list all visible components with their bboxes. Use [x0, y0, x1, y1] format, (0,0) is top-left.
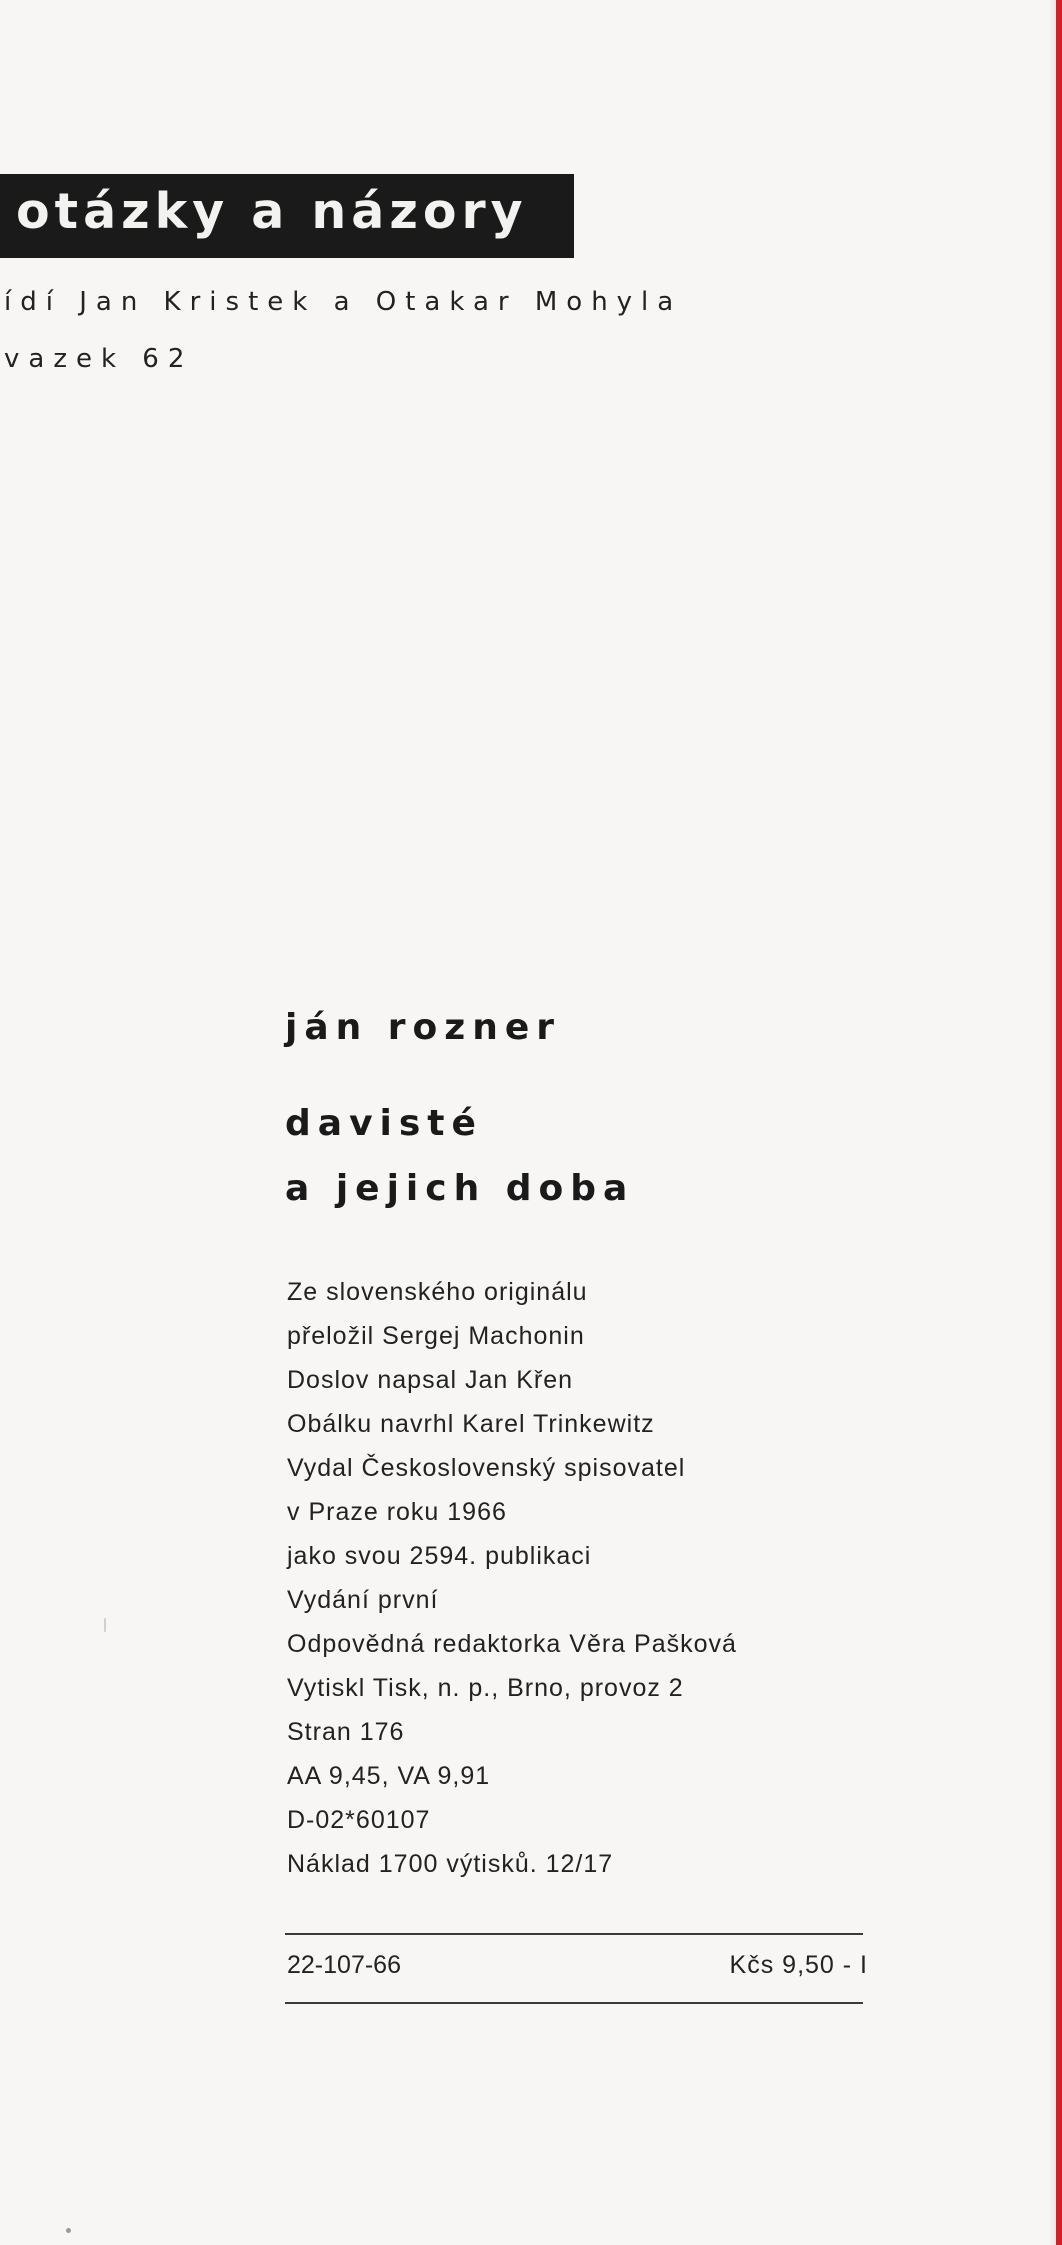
imprint-line: Náklad 1700 výtisků. 12/17: [287, 1850, 614, 1878]
catalog-code: 22-107-66: [287, 1951, 401, 1979]
imprint-line: v Praze roku 1966: [287, 1498, 507, 1526]
imprint-line: AA 9,45, VA 9,91: [287, 1762, 491, 1790]
book-title-line-2: a jejich doba: [285, 1168, 635, 1209]
imprint-line: D-02*60107: [287, 1806, 431, 1834]
paper-speck: [66, 2228, 71, 2233]
series-volume: vazek 62: [4, 344, 194, 374]
book-author: ján rozner: [285, 1007, 562, 1048]
imprint-line: jako svou 2594. publikaci: [287, 1542, 592, 1570]
imprint-line: Vydal Československý spisovatel: [287, 1454, 686, 1482]
imprint-line: Vydání první: [287, 1586, 439, 1614]
footer-rule-top: [285, 1933, 863, 1935]
imprint-line: Doslov napsal Jan Křen: [287, 1366, 574, 1394]
imprint-line: Odpovědná redaktorka Věra Pašková: [287, 1630, 737, 1658]
series-editors: ídí Jan Kristek a Otakar Mohyla: [4, 287, 683, 317]
footer-rule-bottom: [285, 2002, 863, 2004]
price-label: Kčs 9,50 - I: [729, 1951, 868, 1979]
imprint-line: Vytiskl Tisk, n. p., Brno, provoz 2: [287, 1674, 684, 1702]
red-cover-edge: [1056, 0, 1062, 2245]
page-edge-shadow: [1048, 0, 1056, 2245]
imprint-line: Stran 176: [287, 1718, 405, 1746]
paper-speck: [104, 1618, 106, 1632]
book-title-line-1: davisté: [285, 1103, 483, 1144]
imprint-line: Obálku navrhl Karel Trinkewitz: [287, 1410, 655, 1438]
imprint-line: Ze slovenského originálu: [287, 1278, 588, 1306]
imprint-line: přeložil Sergej Machonin: [287, 1322, 585, 1350]
series-title: otázky a názory: [16, 183, 528, 240]
imprint-list: [287, 1270, 737, 1886]
